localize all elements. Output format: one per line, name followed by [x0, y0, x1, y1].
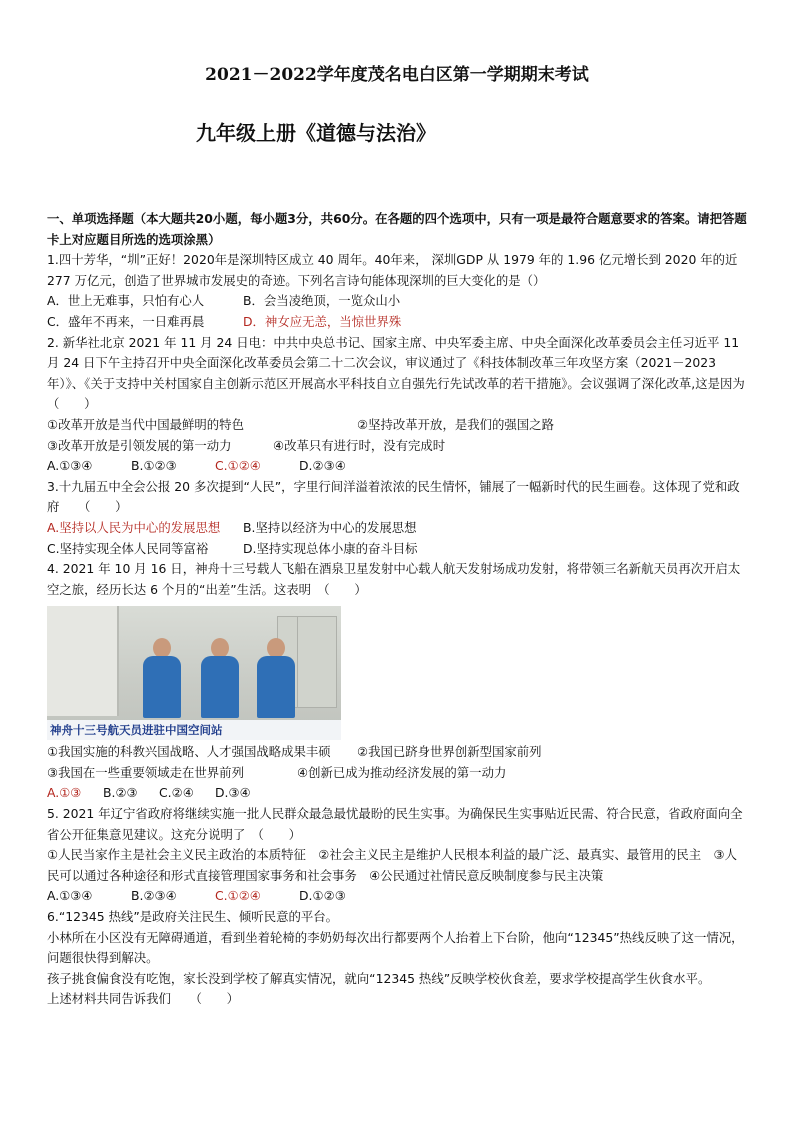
question-5-options	[47, 886, 749, 907]
q4-option-c: C.②④	[159, 785, 194, 801]
question-3-options-row2	[47, 539, 749, 560]
question-3-options-row1	[47, 518, 749, 539]
question-3-stem: 3.十九届五中全会公报 20 多次提到“人民”，字里行间洋溢着浓浓的民生情怀，铺展了一幅新时代的民生画卷。这体现了党和政府 （ ）	[47, 478, 740, 515]
q4-item-4: ④创新已成为推动经济发展的第一动力	[297, 764, 507, 780]
q4-option-a: A.①③	[47, 785, 82, 801]
q2-option-a: A.①③④	[47, 458, 93, 474]
question-4-stem: 4. 2021 年 10 月 16 日，神舟十三号载人飞船在酒泉卫星发射中心载人航天发射场成功发射，将带领三名新航天员再次开启太空之旅，经历长达 6 个月的“出差”生活。这表明 （ ）	[47, 561, 741, 597]
photo-caption: 神舟十三号航天员进驻中国空间站	[47, 720, 341, 740]
q1-option-a: A．世上无难事，只怕有心人	[47, 293, 205, 309]
q5-option-a: A.①③④	[47, 888, 93, 904]
q1-option-c: C．盛年不再来，一日难再晨	[47, 313, 205, 329]
photo-panel	[297, 616, 337, 708]
question-6-material-1: 小林所在小区没有无障碍通道，看到坐着轮椅的李奶奶每次出行都要两个人抬着上下台阶，他向“12345”热线反映了这一情况，问题很快得到解决。	[47, 929, 744, 966]
question-4-options	[47, 783, 749, 804]
q3-option-d: D.坚持实现总体小康的奋斗目标	[243, 540, 418, 556]
q2-item-3: ③改革开放是引领发展的第一动力	[47, 437, 232, 453]
question-2-items-row1	[47, 415, 749, 436]
question-5-stem: 5. 2021 年辽宁省政府将继续实施一批人民群众最急最忧最盼的民生实事。为确保民生实事贴近民需、符合民意，省政府面向全省公开征集意见建议。这充分说明了 （ ）	[47, 806, 743, 842]
q5-option-d: D.①②③	[299, 888, 346, 904]
question-2-options	[47, 456, 749, 477]
exam-subtitle: 九年级上册《道德与法治》	[196, 121, 436, 145]
astronaut-figure	[139, 638, 185, 718]
question-1-options-row2	[47, 312, 749, 333]
q2-option-c: C.①②④	[215, 458, 261, 474]
q2-item-4: ④改革只有进行时，没有完成时	[273, 437, 446, 453]
q5-option-c: C.①②④	[215, 888, 261, 904]
photo-wall	[47, 606, 119, 716]
question-2-items-row2	[47, 436, 749, 457]
q2-option-b: B.①②③	[131, 458, 177, 474]
question-1-options-row1	[47, 291, 749, 312]
q3-option-b: B.坚持以经济为中心的发展思想	[243, 519, 417, 535]
q2-item-1: ①改革开放是当代中国最鲜明的特色	[47, 416, 244, 432]
question-5-items: ①人民当家作主是社会主义民主政治的本质特征 ②社会主义民主是维护人民根本利益的最广泛、最真实、最管用的民主 ③人民可以通过各种途径和形式直接管理国家事务和社会事务 ④公民通过社情民意反映制度参与民主决策	[47, 847, 738, 883]
astronaut-figure	[197, 638, 243, 718]
q4-option-b: B.②③	[103, 785, 138, 801]
exam-title: 2021－2022学年度茂名电白区第一学期期末考试	[205, 65, 589, 85]
q2-item-2: ②坚持改革开放，是我们的强国之路	[357, 416, 554, 432]
q4-item-3: ③我国在一些重要领域走在世界前列	[47, 764, 244, 780]
q2-option-d: D.②③④	[299, 458, 346, 474]
exam-content	[47, 209, 758, 1010]
q3-option-c: C.坚持实现全体人民同等富裕	[47, 540, 209, 556]
q4-item-2: ②我国已跻身世界创新型国家前列	[357, 744, 542, 760]
astronaut-figure	[253, 638, 299, 718]
question-1-stem: 1.四十芳华，“圳”正好！2020年是深圳特区成立 40 周年。40年来， 深圳GDP 从 1979 年的 1.96 亿元增长到 2020 年的近 277 万亿元，创造了世界城市发展史的奇迹。下列名言诗句能体现深圳的巨大变化的是（）	[47, 252, 738, 288]
question-2-stem: 2. 新华社北京 2021 年 11 月 24 日电：中共中央总书记、国家主席、中央军委主席、中央全面深化改革委员会主任习近平 11 月 24 日下午主持召开中央全面深化改革委员会第二十二次会议，审议通过了《科技体制改革三年攻坚方案（2021－2023 年）》、《关于支持中关村国家自主创新示范区开展高水平科技自立自强先行先试改革的若干措施》。会议强调了深化改革,这是因为 （ ）	[47, 334, 758, 412]
q4-option-d: D.③④	[215, 785, 251, 801]
section-heading: 一、单项选择题（本大题共20小题，每小题3分，共60分。在各题的四个选项中，只有一项是最符合题意要求的答案。请把答题卡上对应题目所选的选项涂黑）	[47, 211, 747, 247]
question-6-stem: 6.“12345 热线”是政府关注民生、倾听民意的平台。	[47, 909, 339, 925]
q1-option-b: B．会当凌绝顶，一览众山小	[243, 293, 401, 309]
q3-option-a: A.坚持以人民为中心的发展思想	[47, 519, 221, 535]
q5-option-b: B.②③④	[131, 888, 177, 904]
question-6-material-2: 孩子挑食偏食没有吃饱，家长没到学校了解真实情况，就向“12345 热线”反映学校伙食差，要求学校提高学生伙食水平。	[47, 970, 711, 986]
q4-item-1: ①我国实施的科教兴国战略、人才强国战略成果丰硕	[47, 744, 331, 760]
question-6-question: 上述材料共同告诉我们 （ ）	[47, 991, 240, 1007]
q1-option-d: D．神女应无恙，当惊世界殊	[243, 313, 402, 329]
astronauts-photo	[47, 606, 341, 740]
question-4-items-row1	[47, 742, 749, 763]
question-4-items-row2	[47, 763, 749, 784]
